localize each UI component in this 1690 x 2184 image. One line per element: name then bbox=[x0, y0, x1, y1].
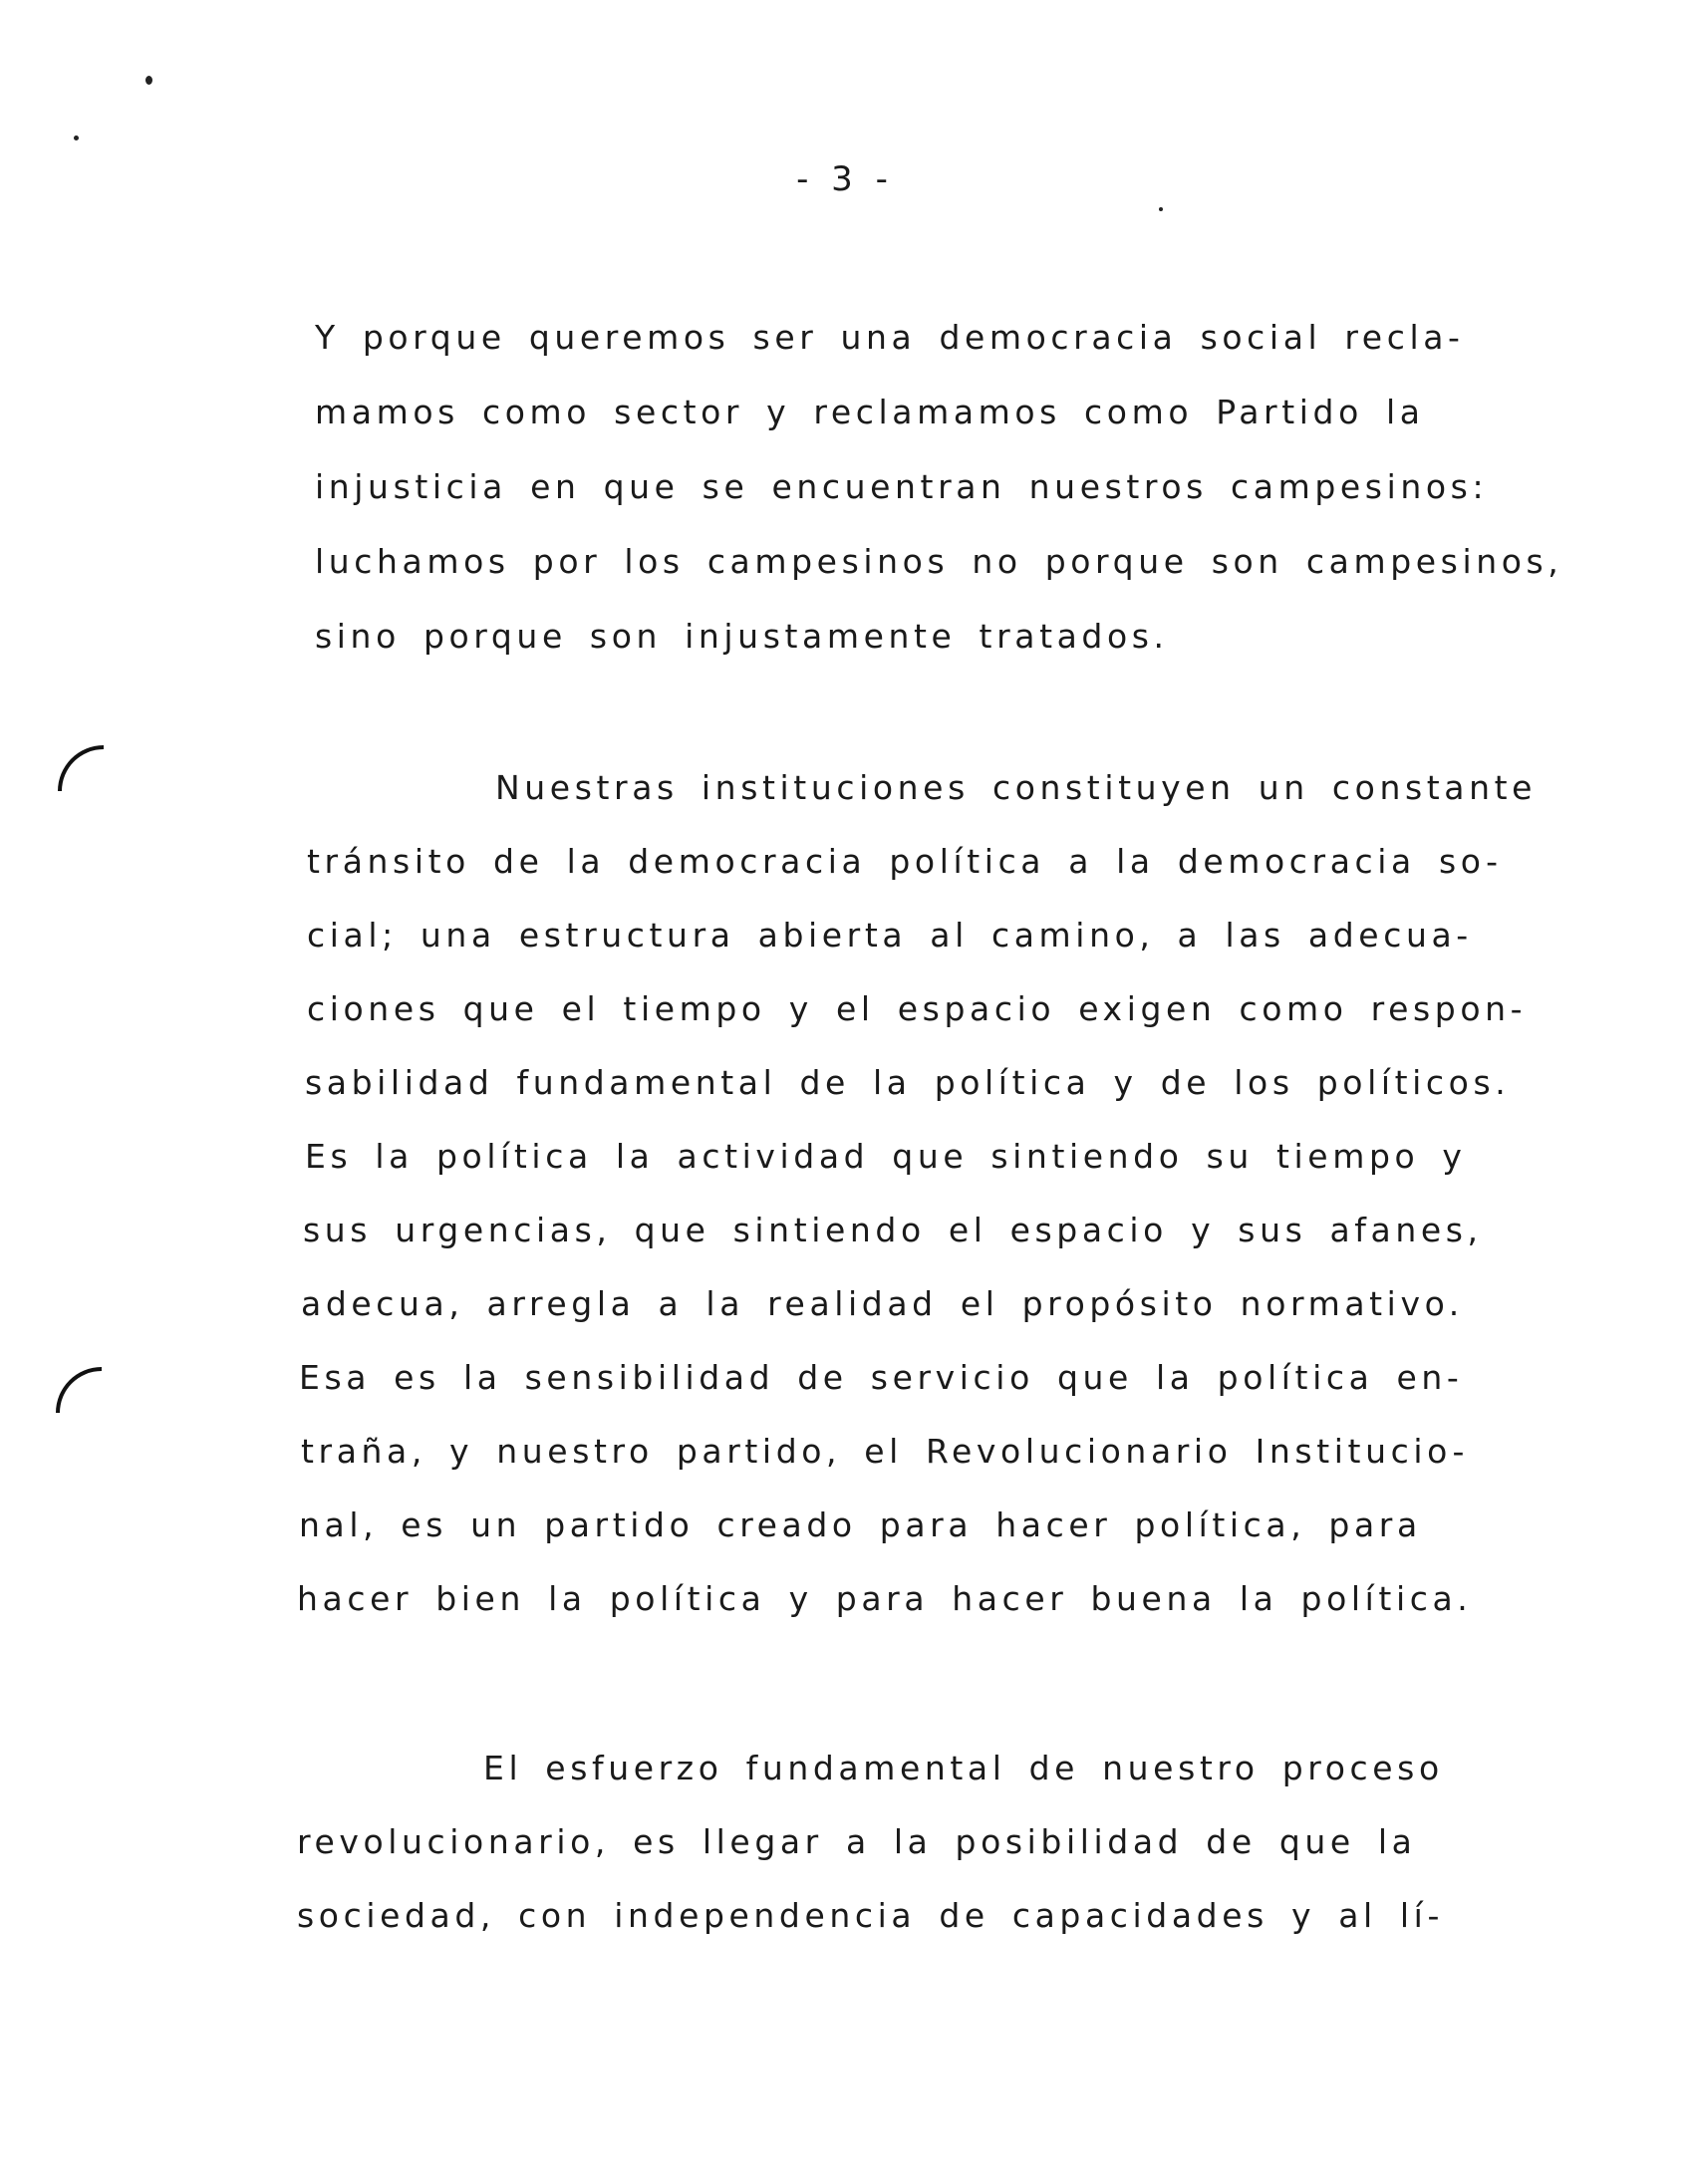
text-line: revolucionario, es llegar a la posibilidad de que la bbox=[297, 1822, 1417, 1861]
text-line: mamos como sector y reclamamos como Partido la bbox=[315, 393, 1425, 431]
text-line: hacer bien la política y para hacer buena la política. bbox=[297, 1579, 1473, 1618]
text-line: luchamos por los campesinos no porque son campesinos, bbox=[315, 542, 1563, 581]
text-line: Es la política la actividad que sintiendo su tiempo y bbox=[305, 1137, 1467, 1176]
text-line: injusticia en que se encuentran nuestros campesinos: bbox=[315, 467, 1489, 506]
text-line: sabilidad fundamental de la política y de los políticos. bbox=[305, 1063, 1511, 1102]
text-line: Nuestras instituciones constituyen un constante bbox=[495, 768, 1538, 807]
text-line: sociedad, con independencia de capacidades y al lí- bbox=[297, 1896, 1444, 1935]
text-line: El esfuerzo fundamental de nuestro proceso bbox=[483, 1749, 1444, 1787]
text-line: Y porque queremos ser una democracia social recla- bbox=[315, 318, 1465, 357]
text-line: cial; una estructura abierta al camino, a las adecua- bbox=[307, 916, 1473, 955]
text-line: adecua, arregla a la realidad el propósito normativo. bbox=[301, 1284, 1464, 1323]
text-line: tránsito de la democracia política a la democracia so- bbox=[307, 842, 1503, 881]
binder-hole-mark bbox=[58, 745, 104, 791]
text-line: sus urgencias, que sintiendo el espacio y sus afanes, bbox=[303, 1211, 1483, 1249]
binder-hole-mark bbox=[56, 1367, 102, 1413]
ink-speck bbox=[145, 76, 152, 85]
text-line: traña, y nuestro partido, el Revolucionario Institucio- bbox=[301, 1432, 1470, 1471]
text-line: nal, es un partido creado para hacer política, para bbox=[299, 1505, 1422, 1544]
text-line: ciones que el tiempo y el espacio exigen como respon- bbox=[307, 989, 1528, 1028]
text-line: Esa es la sensibilidad de servicio que la política en- bbox=[299, 1358, 1464, 1397]
ink-speck bbox=[1159, 207, 1163, 211]
page-number: - 3 - bbox=[796, 159, 894, 199]
text-line: sino porque son injustamente tratados. bbox=[315, 617, 1169, 656]
ink-speck bbox=[74, 136, 79, 140]
